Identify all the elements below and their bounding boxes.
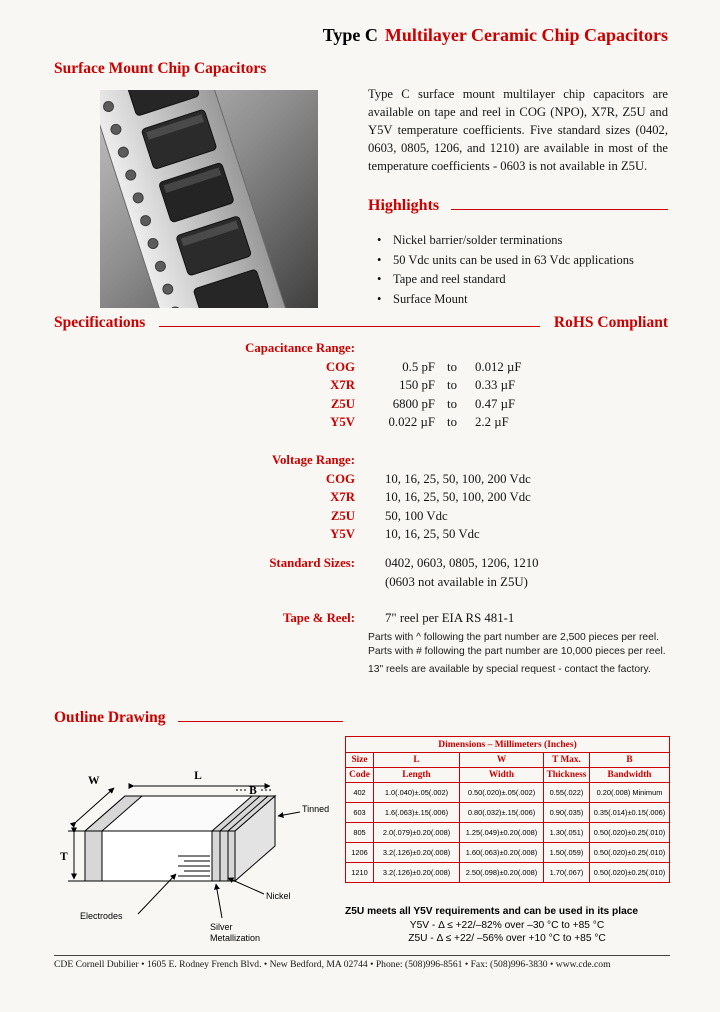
dimension-label-b: B xyxy=(249,785,257,797)
highlights-rule xyxy=(451,209,668,210)
section-heading-specifications xyxy=(54,314,668,332)
bullet-icon xyxy=(377,233,393,248)
spec-value: 10, 16, 25, 50, 100, 200 Vdc xyxy=(385,490,531,505)
label-tinned: Tinned xyxy=(302,804,330,814)
bullet-icon xyxy=(377,272,393,287)
dim-cell: 1.6(.063)±.15(.006) xyxy=(374,803,460,823)
column-header: T Max. xyxy=(544,753,590,768)
voltage-range-label: Voltage Range: xyxy=(271,453,355,467)
spec-value: 10, 16, 25, 50 Vdc xyxy=(385,527,480,542)
z5u-note-block xyxy=(345,906,669,944)
section-heading-outline-drawing xyxy=(54,709,343,727)
specifications-rule xyxy=(159,326,540,327)
dim-cell: 805 xyxy=(346,823,374,843)
bullet-icon xyxy=(377,292,393,307)
spec-min: 0.022 µF xyxy=(388,415,435,430)
spec-value: 50, 100 Vdc xyxy=(385,508,448,523)
highlights-title: Highlights xyxy=(368,197,440,214)
standard-sizes-block xyxy=(54,554,655,591)
spec-to: to xyxy=(447,359,457,374)
footer-text: CDE Cornell Dubilier • 1605 E. Rodney French Blvd. • New Bedford, MA 02744 • Phone: (508)996-8561 • Fax: (508)996-3830 • www.cde.com xyxy=(54,959,611,970)
dim-cell: 2.50(.098)±0.20(.008) xyxy=(460,863,544,883)
tape-reel-photo xyxy=(100,90,318,308)
tape-reel-notes xyxy=(368,631,668,677)
table-row xyxy=(346,783,670,803)
intro-paragraph: Type C surface mount multilayer chip capacitors are available on tape and reel in COG (NPO), X7R, Z5U and Y5V temperature coefficients. Five standard sizes (0402, 0603, 0805, 1206, and 1210) are available in most of the temperature coefficients - 0603 is not available in Z5U. xyxy=(368,87,668,173)
dim-cell: 0.50(.020)±0.25(.010) xyxy=(590,843,670,863)
dim-cell: 0.50(.020)±0.25(.010) xyxy=(590,863,670,883)
label-electrodes: Electrodes xyxy=(80,911,123,921)
chip-body xyxy=(85,796,275,881)
dimensions-table-title: Dimensions – Millimeters (Inches) xyxy=(346,737,670,753)
dimensions-table xyxy=(345,736,670,883)
spec-type: Z5U xyxy=(330,508,355,523)
dim-cell: 1.70(.067) xyxy=(544,863,590,883)
dim-cell: 0.20(.008) Minimum xyxy=(590,783,670,803)
highlight-item xyxy=(377,253,669,268)
voltage-range-block xyxy=(54,451,655,544)
label-silver-line2: Metallization xyxy=(210,933,261,943)
spec-to: to xyxy=(447,415,457,430)
dim-cell: 1210 xyxy=(346,863,374,883)
dim-cell: 0.50(.020)±0.25(.010) xyxy=(590,823,670,843)
column-header: L xyxy=(374,753,460,768)
highlight-item xyxy=(377,292,669,307)
dim-cell: 402 xyxy=(346,783,374,803)
spec-max: 0.33 µF xyxy=(475,378,516,393)
tape-reel-block xyxy=(54,609,655,628)
table-row xyxy=(346,823,670,843)
tape-reel-label: Tape & Reel: xyxy=(282,611,355,625)
spec-type: X7R xyxy=(330,490,355,505)
page-title-prefix: Type C xyxy=(322,25,378,45)
dim-cell: 1206 xyxy=(346,843,374,863)
spec-type: COG xyxy=(325,359,355,374)
spec-type: COG xyxy=(325,471,355,486)
dimension-label-t: T xyxy=(60,851,68,863)
spec-type: Z5U xyxy=(330,396,355,411)
highlight-text: Surface Mount xyxy=(393,291,468,306)
column-header: W xyxy=(460,753,544,768)
capacitance-range-label: Capacitance Range: xyxy=(245,341,355,355)
dim-cell: 0.80(.032)±.15(.006) xyxy=(460,803,544,823)
column-subheader: Width xyxy=(460,768,544,783)
table-row xyxy=(346,843,670,863)
footer-rule xyxy=(54,955,670,956)
standard-sizes-value: 0402, 0603, 0805, 1206, 1210 xyxy=(385,556,539,570)
dim-cell: 1.30(.051) xyxy=(544,823,590,843)
spec-to: to xyxy=(447,378,457,393)
dim-cell: 0.35(.014)±0.15(.006) xyxy=(590,803,670,823)
highlight-item xyxy=(377,272,669,287)
highlights-list xyxy=(377,233,669,311)
specifications-title: Specifications xyxy=(54,314,146,331)
highlight-text: Tape and reel standard xyxy=(393,272,506,286)
label-nickel: Nickel xyxy=(266,891,291,901)
standard-sizes-note: (0603 not available in Z5U) xyxy=(385,574,528,589)
dim-cell: 1.25(.049)±0.20(.008) xyxy=(460,823,544,843)
dim-cell: 0.50(.020)±.05(.002) xyxy=(460,783,544,803)
spec-type: X7R xyxy=(330,378,355,393)
spec-min: 0.5 pF xyxy=(402,359,435,374)
bullet-icon xyxy=(377,253,393,268)
column-subheader: Thickness xyxy=(544,768,590,783)
z5u-note-line1: Y5V - Δ ≤ +22/–82% over –30 °C to +85 °C xyxy=(409,919,605,931)
page-title xyxy=(323,25,668,46)
outline-drawing-rule xyxy=(178,721,343,722)
rohs-label: RoHS Compliant xyxy=(553,314,668,331)
outline-drawing-title: Outline Drawing xyxy=(54,709,166,726)
dim-cell: 1.0(.040)±.05(.002) xyxy=(374,783,460,803)
tape-reel-note2: 13" reels are available by special request - contact the factory. xyxy=(368,664,651,676)
outline-drawing xyxy=(50,746,350,951)
spec-value: 10, 16, 25, 50, 100, 200 Vdc xyxy=(385,471,531,486)
capacitance-range-block xyxy=(54,339,639,432)
dim-cell: 603 xyxy=(346,803,374,823)
dim-cell: 3.2(.126)±0.20(.008) xyxy=(374,863,460,883)
dimension-label-l: L xyxy=(194,770,202,782)
spec-min: 6800 pF xyxy=(392,396,435,411)
highlight-text: 50 Vdc units can be used in 63 Vdc applications xyxy=(393,252,634,267)
spec-max: 2.2 µF xyxy=(475,415,509,430)
spec-type: Y5V xyxy=(330,415,355,430)
table-row xyxy=(346,863,670,883)
tape-reel-note1: Parts with ^ following the part number are 2,500 pieces per reel. Parts with # following the part number are 10,000 pieces per reel. xyxy=(368,632,666,657)
table-row xyxy=(346,803,670,823)
z5u-note-bold: Z5U meets all Y5V requirements and can be used in its place xyxy=(345,906,639,917)
column-subheader: Bandwidth xyxy=(590,768,670,783)
dim-cell: 1.60(.063)±0.20(.008) xyxy=(460,843,544,863)
column-header: Size xyxy=(346,753,374,768)
highlight-item xyxy=(377,233,669,248)
dim-cell: 1.50(.059) xyxy=(544,843,590,863)
section-heading-highlights xyxy=(368,197,668,215)
dim-cell: 2.0(.079)±0.20(.008) xyxy=(374,823,460,843)
spec-min: 150 pF xyxy=(399,378,435,393)
standard-sizes-label: Standard Sizes: xyxy=(269,556,355,570)
spec-max: 0.47 µF xyxy=(475,396,516,411)
column-header: B xyxy=(590,753,670,768)
spec-to: to xyxy=(447,396,457,411)
page-title-main: Multilayer Ceramic Chip Capacitors xyxy=(384,25,668,45)
column-subheader: Code xyxy=(346,768,374,783)
tape-reel-value: 7" reel per EIA RS 481-1 xyxy=(385,611,515,625)
dim-cell: 0.55(.022) xyxy=(544,783,590,803)
highlight-text: Nickel barrier/solder terminations xyxy=(393,233,563,247)
column-subheader: Length xyxy=(374,768,460,783)
z5u-note-line2: Z5U - Δ ≤ +22/ –56% over +10 °C to +85 °C xyxy=(408,933,606,944)
spec-max: 0.012 µF xyxy=(475,359,522,374)
dim-cell: 0.90(.035) xyxy=(544,803,590,823)
label-silver-line1: Silver xyxy=(210,922,233,932)
dim-cell: 3.2(.126)±0.20(.008) xyxy=(374,843,460,863)
spec-type: Y5V xyxy=(330,527,355,542)
dimension-label-w: W xyxy=(88,775,100,787)
section-heading-surface-mount: Surface Mount Chip Capacitors xyxy=(54,60,267,77)
